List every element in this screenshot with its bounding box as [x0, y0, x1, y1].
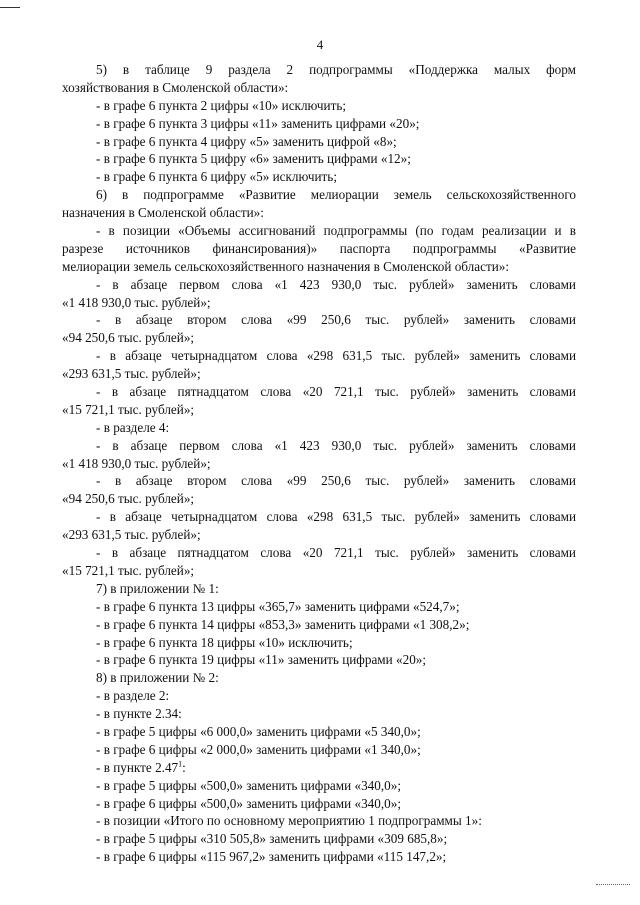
text-line — [62, 795, 576, 813]
text-line — [62, 240, 576, 258]
text-line — [62, 508, 576, 526]
text-line — [62, 365, 576, 383]
text-line — [62, 598, 576, 616]
text-line-content: - в графе 6 пункта 18 цифры «10» исключить; — [96, 634, 353, 650]
text-line — [62, 616, 576, 634]
text-line — [62, 401, 576, 419]
corner-scan-mark — [0, 7, 20, 8]
text-line-content: - в позиции «Итого по основному мероприятию 1 подпрограммы 1»: — [96, 813, 482, 829]
page-number: 4 — [316, 37, 324, 52]
text-line-content: - в графе 6 цифры «2 000,0» заменить цифрами «1 340,0»; — [96, 741, 421, 757]
text-line-content: - в графе 5 цифры «310 505,8» заменить цифрами «309 685,8»; — [96, 831, 448, 847]
text-line-suffix: : — [182, 759, 186, 775]
text-line-content: 5) в таблице 9 раздела 2 подпрограммы «Поддержка малых форм — [96, 62, 576, 77]
text-line — [62, 115, 576, 133]
text-line — [62, 759, 576, 777]
text-line — [62, 168, 576, 186]
text-line-content: - в абзаце четырнадцатом слова «298 631,5 тыс. рублей» заменить словами — [96, 348, 576, 364]
text-line-content: «293 631,5 тыс. рублей»; — [62, 527, 201, 543]
text-line-content: 7) в приложении № 1: — [96, 580, 219, 596]
footer-scan-mark — [596, 884, 630, 886]
text-line — [62, 490, 576, 508]
text-line-content: «293 631,5 тыс. рублей»; — [62, 366, 201, 382]
text-line-content: 8) в приложении № 2: — [96, 670, 219, 686]
text-line-content: - в абзаце первом слова «1 423 930,0 тыс. рублей» заменить словами — [96, 437, 576, 453]
text-line-content: «1 418 930,0 тыс. рублей»; — [62, 455, 211, 471]
text-line-content: - в графе 6 пункта 14 цифры «853,3» заменить цифрами «1 308,2»; — [96, 616, 470, 632]
text-line — [62, 258, 576, 276]
text-line — [62, 276, 576, 294]
text-line-content: - в разделе 2: — [96, 688, 170, 704]
text-line-content: - в разделе 4: — [96, 419, 170, 435]
text-line — [62, 472, 576, 490]
text-line — [62, 347, 576, 365]
text-line — [62, 777, 576, 795]
text-line — [62, 669, 576, 687]
text-line — [62, 437, 576, 455]
text-line-content: - в пункте 2.34: — [96, 706, 182, 722]
text-line-content: - в графе 6 пункта 13 цифры «365,7» заменить цифрами «524,7»; — [96, 598, 460, 614]
text-line — [62, 383, 576, 401]
text-line — [62, 222, 576, 240]
text-line — [62, 562, 576, 580]
text-line-content: - в абзаце пятнадцатом слова «20 721,1 тыс. рублей» заменить словами — [96, 384, 576, 400]
text-line-content: - в абзаце четырнадцатом слова «298 631,5 тыс. рублей» заменить словами — [96, 509, 576, 525]
text-line — [62, 830, 576, 848]
text-line — [62, 79, 576, 97]
text-line — [62, 687, 576, 705]
text-line-content: - в графе 6 пункта 19 цифры «11» заменить цифрами «20»; — [96, 652, 427, 668]
text-line-content: - в абзаце втором слова «99 250,6 тыс. рублей» заменить словами — [96, 473, 576, 489]
text-line — [62, 97, 576, 115]
text-line — [62, 133, 576, 151]
text-line-content: - в абзаце первом слова «1 423 930,0 тыс. рублей» заменить словами — [96, 276, 576, 292]
text-line — [62, 544, 576, 562]
text-line-content: хозяйствования в Смоленской области»: — [62, 79, 289, 95]
text-line — [62, 651, 576, 669]
text-line — [62, 705, 576, 723]
text-line-content: - в графе 6 пункта 4 цифру «5» заменить цифрой «8»; — [96, 133, 397, 149]
text-line-content: «94 250,6 тыс. рублей»; — [62, 491, 195, 507]
text-line — [62, 186, 576, 204]
text-line-content: - в графе 6 пункта 3 цифры «11» заменить цифрами «20»; — [96, 115, 420, 131]
text-line-content: - в графе 6 пункта 2 цифры «10» исключить; — [96, 97, 347, 113]
text-line-content: мелиорации земель сельскохозяйственного назначения в Смоленской области»: — [62, 258, 510, 274]
text-line-content: - в графе 6 пункта 6 цифру «5» исключить; — [96, 169, 337, 185]
text-line-content: - в графе 6 цифры «500,0» заменить цифрами «340,0»; — [96, 795, 401, 811]
text-line — [62, 311, 576, 329]
text-line — [62, 812, 576, 830]
text-line-content: - в графе 5 цифры «6 000,0» заменить цифрами «5 340,0»; — [96, 723, 421, 739]
text-line-content: - в абзаце пятнадцатом слова «20 721,1 тыс. рублей» заменить словами — [96, 545, 576, 561]
text-line — [62, 294, 576, 312]
document-body — [62, 61, 576, 866]
text-line-content: - в позиции «Объемы ассигнований подпрограммы (по годам реализации и в — [96, 223, 576, 239]
text-line — [62, 580, 576, 598]
text-line-content: - в пункте 2.47 — [96, 759, 179, 775]
text-line-content: разрезе источников финансирования)» паспорта подпрограммы «Развитие — [62, 240, 576, 256]
text-line — [62, 419, 576, 437]
text-line — [62, 61, 576, 79]
text-line-content: назначения в Смоленской области»: — [62, 205, 264, 221]
text-line-content: 6) в подпрограмме «Развитие мелиорации земель сельскохозяйственного — [96, 187, 576, 203]
text-line — [62, 723, 576, 741]
text-line-content: - в графе 6 пункта 5 цифру «6» заменить цифрами «12»; — [96, 151, 411, 167]
text-line-content: «15 721,1 тыс. рублей»; — [62, 401, 195, 417]
text-line — [62, 455, 576, 473]
text-line — [62, 634, 576, 652]
text-line-content: - в графе 6 цифры «115 967,2» заменить цифрами «115 147,2»; — [96, 849, 447, 865]
text-line-content: - в абзаце втором слова «99 250,6 тыс. рублей» заменить словами — [96, 312, 576, 328]
text-line — [62, 150, 576, 168]
text-line — [62, 204, 576, 222]
text-line-content: «1 418 930,0 тыс. рублей»; — [62, 294, 211, 310]
text-line-content: - в графе 5 цифры «500,0» заменить цифрами «340,0»; — [96, 777, 401, 793]
text-line — [62, 526, 576, 544]
text-line — [62, 329, 576, 347]
text-line-content: «15 721,1 тыс. рублей»; — [62, 562, 195, 578]
text-line-content: «94 250,6 тыс. рублей»; — [62, 330, 195, 346]
superscript: 1 — [178, 759, 183, 769]
text-line — [62, 848, 576, 866]
text-line — [62, 741, 576, 759]
